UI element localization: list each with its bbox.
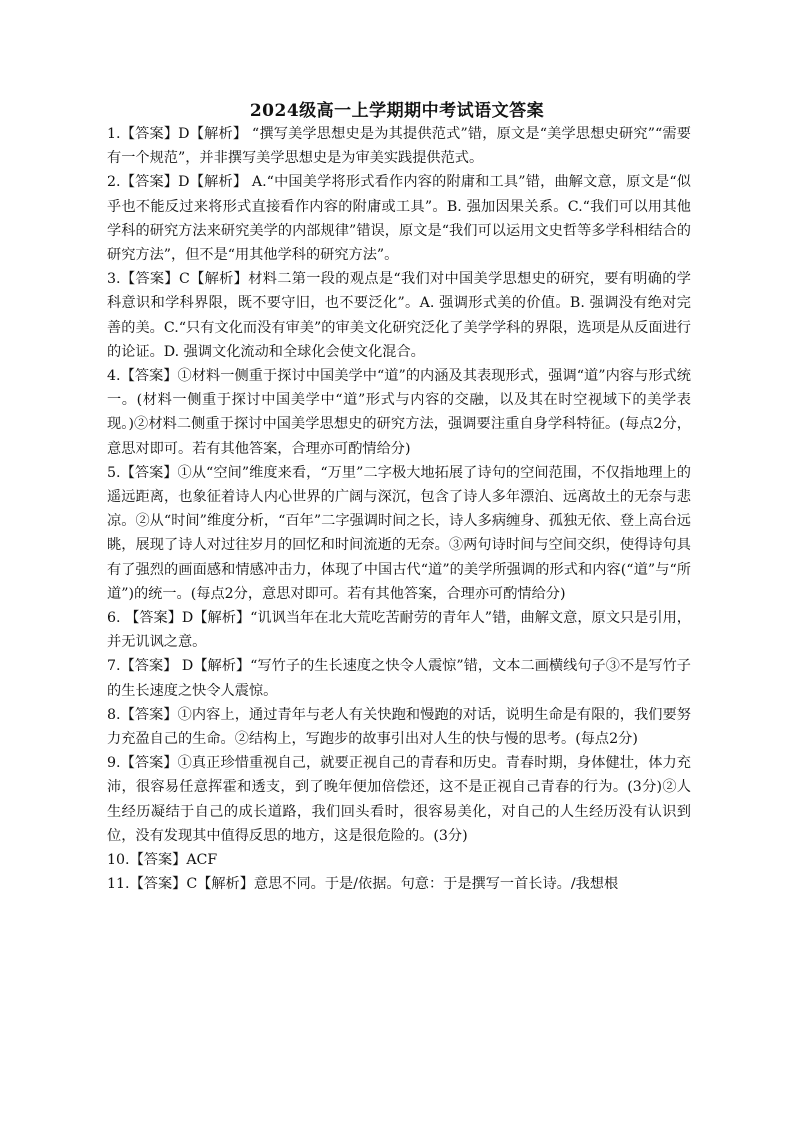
answer-item-11: 11.【答案】C【解析】意思不同。于是/依据。句意：于是撰写一首长诗。/我想根: [107, 876, 619, 893]
answer-item-6: 6. 【答案】D【解析】“讥讽当年在北大荒吃苦耐劳的青年人”错，曲解文意，原文只是引用，并无讥讽之意。: [107, 610, 691, 651]
answer-item-10: 10.【答案】ACF: [107, 852, 218, 869]
answer-item-7: 7.【答案】 D【解析】“写竹子的生长速度之快令人震惊”错，文本二画横线句子③不是写竹子的生长速度之快令人震惊。: [107, 658, 691, 699]
answer-item-1: 1.【答案】D【解析】 “撰写美学思想史是为其提供范式”错，原文是“美学思想史研究”“需要有一个规范”，并非撰写美学思想史是为审美实践提供范式。: [107, 126, 691, 167]
answer-list: [107, 122, 691, 897]
answer-item-5: 5.【答案】①从“空间”维度来看，“万里”二字极大地拓展了诗句的空间范围，不仅指地理上的遥远距离，也象征着诗人内心世界的广阔与深沉，包含了诗人多年漂泊、远离故土的无奈与悲凉。②从“时间”维度分析，“百年”二字强调时间之长，诗人多病缠身、孤独无依、登上高台远眺，展现了诗人对过往岁月的回忆和时间流逝的无奈。③两句诗时间与空间交织，使得诗句具有了强烈的画面感和情感冲击力，体现了中国古代“道”的美学所强调的形式和内容(“道”与“所道”)的统一。(每点2分，意思对即可。若有其他答案，合理亦可酌情给分): [107, 464, 691, 602]
answer-item-2: 2.【答案】D【解析】 A.“中国美学将形式看作内容的附庸和工具”错，曲解文意，原文是“似乎也不能反过来将形式直接看作内容的附庸或工具”。B. 强加因果关系。C.“我们可以用其他学科的研究方法来研究美学的内部规律”错误，原文是“我们可以运用文史哲等多学科相结合的研究方法”，但不是“用其他学科的研究方法”。: [107, 174, 691, 264]
answer-item-3: 3.【答案】C【解析】材料二第一段的观点是“我们对中国美学思想史的研究，要有明确的学科意识和学科界限，既不要守旧，也不要泛化”。A. 强调形式美的价值。B. 强调没有绝对完善的美。C.“只有文化而没有审美”的审美文化研究泛化了美学学科的界限，选项是从反面进行的论证。D. 强调文化流动和全球化会使文化混合。: [107, 271, 691, 360]
answer-item-8: 8.【答案】①内容上，通过青年与老人有关快跑和慢跑的对话，说明生命是有限的，我们要努力充盈自己的生命。②结构上，写跑步的故事引出对人生的快与慢的思考。(每点2分): [107, 706, 691, 748]
answer-item-9: 9.【答案】①真正珍惜重视自己，就要正视自己的青春和历史。青春时期，身体健壮，体力充沛，很容易任意挥霍和透支，到了晚年便加倍偿还，这不是正视自己青春的行为。(3分)②人生经历凝结于自己的成长道路，我们回头看时，很容易美化，对自己的人生经历没有认识到位，没有发现其中值得反思的地方，这是很危险的。(3分): [107, 755, 691, 844]
document-title: 2024级高一上学期期中考试语文答案: [249, 101, 545, 121]
answer-item-4: 4.【答案】①材料一侧重于探讨中国美学中“道”的内涵及其表现形式，强调“道”内容与形式统一。(材料一侧重于探讨中国美学中“道”形式与内容的交融，以及其在时空视域下的美学表现。)②材料二侧重于探讨中国美学思想史的研究方法，强调要注重自身学科特征。(每点2分，意思对即可。若有其他答案，合理亦可酌情给分): [107, 368, 691, 457]
